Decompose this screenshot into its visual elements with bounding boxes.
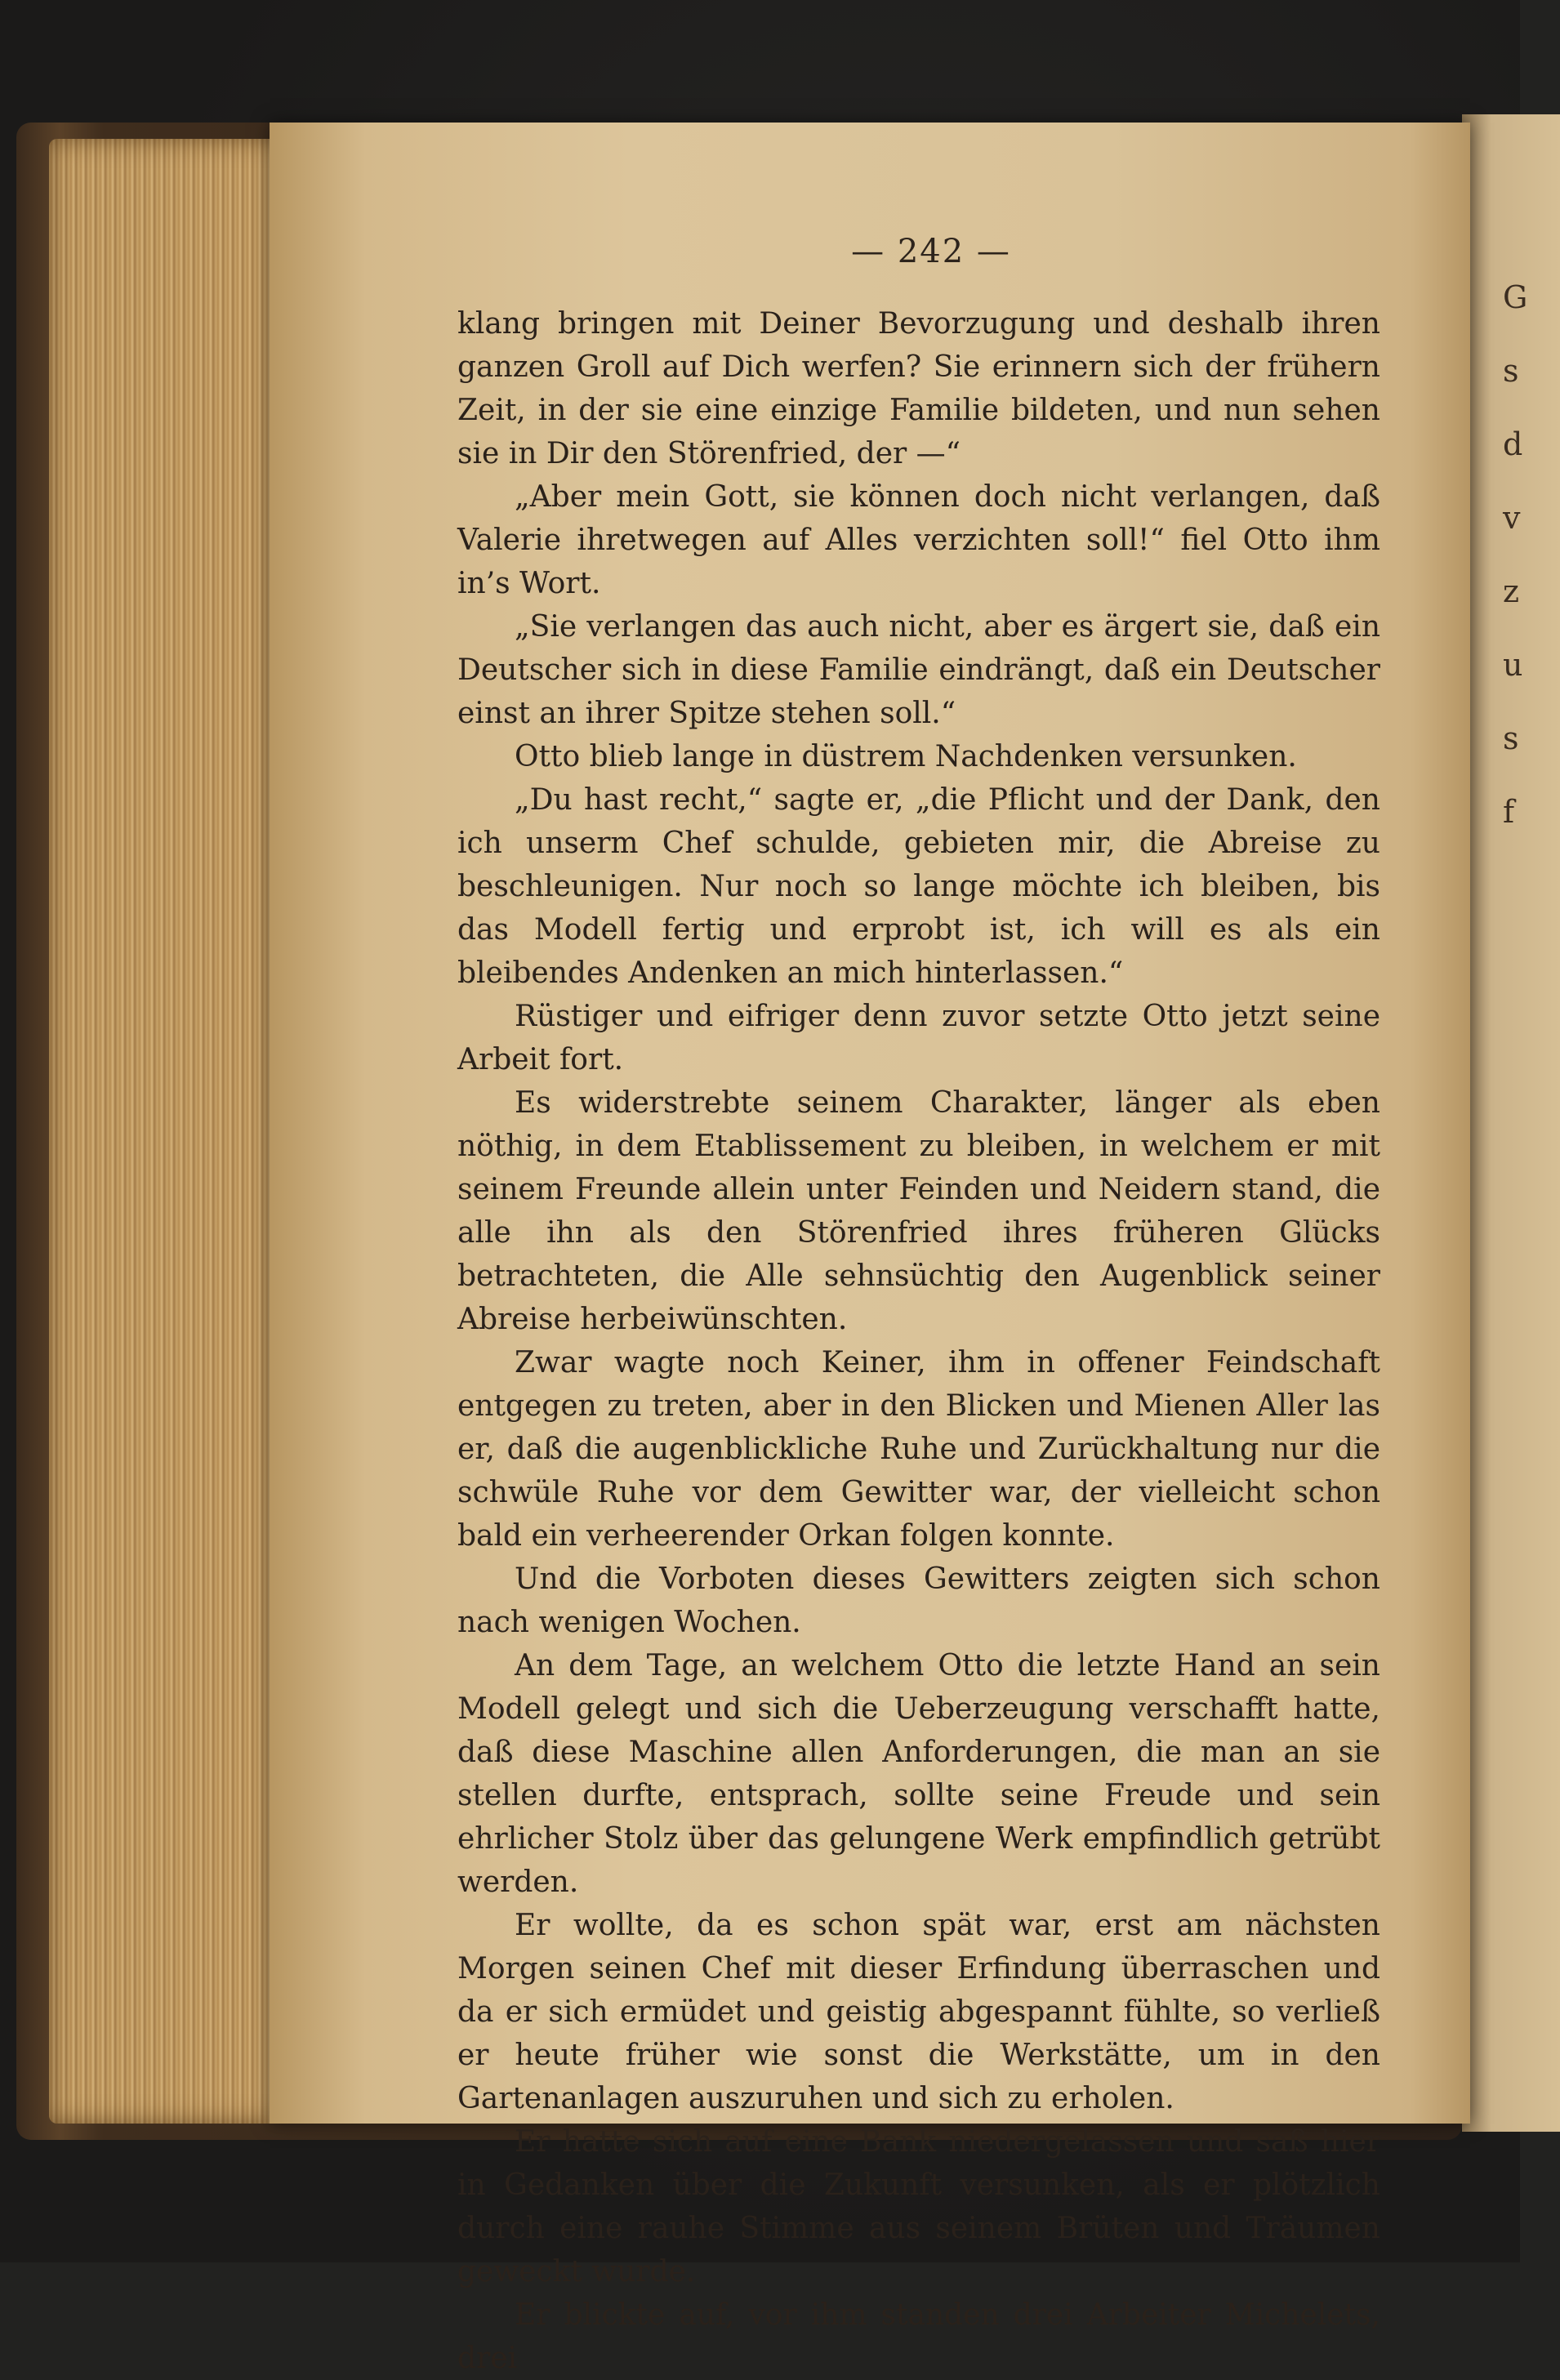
paragraph: „Aber mein Gott, sie können doch nicht verlangen, daß Valerie ihretwegen auf Alles verzichten soll!“ fiel Otto ihm in’s Wort. <box>457 480 1380 600</box>
paragraph: Er hatte sich auf eine Bank niedergelassen und saß hier in Gedanken über die Zukunft versunken, als er plötzlich durch eine rauhe Stimme aus seinem Brüten und Träumen geweckt wurde. <box>457 2125 1380 2289</box>
facing-page-letter: z <box>1503 573 1520 609</box>
facing-page-letter: u <box>1503 647 1523 683</box>
paragraph: „Sie verlangen das auch nicht, aber es ärgert sie, daß ein Deutscher sich in diese Familie eindrängt, daß ein Deutscher einst an ihrer Spitze stehen soll.“ <box>457 610 1380 730</box>
paragraph: Zwar wagte noch Keiner, ihm in offener Feindschaft entgegen zu treten, aber in den Blicken und Mienen Aller las er, daß die augenblickliche Ruhe und Zurückhaltung nur die schwüle Ruhe vor dem Gewitter war, der vielleicht schon bald ein verheerender Orkan folgen konnte. <box>457 1346 1380 1553</box>
facing-page-letter: v <box>1503 500 1521 536</box>
facing-page-letter: f <box>1503 794 1515 830</box>
paragraph: Und die Vorboten dieses Gewitters zeigten sich schon nach wenigen Wochen. <box>457 1562 1380 1639</box>
page-number-header: — 242 — <box>851 233 1011 270</box>
paragraph: An dem Tage, an welchem Otto die letzte Hand an sein Modell gelegt und sich die Ueberzeugung verschafft hatte, daß diese Maschine allen Anforderungen, die man an sie stellen durfte, entsprach, sollte seine Freude und sein ehrlicher Stolz über das gelungene Werk empfindlich getrübt werden. <box>457 1649 1380 1899</box>
page-body-text <box>457 302 1380 2380</box>
paragraph: Otto blieb lange in düstrem Nachdenken versunken. <box>515 740 1297 773</box>
paragraph: Rüstiger und eifriger denn zuvor setzte Otto jetzt seine Arbeit fort. <box>457 1000 1380 1076</box>
paragraph: „Du hast recht,“ sagte er, „die Pflicht und der Dank, den ich unserm Chef schulde, gebieten mir, die Abreise zu beschleunigen. Nur noch so lange möchte ich bleiben, bis das Modell fertig und erprobt ist, ich will es als ein bleibendes Andenken an mich hinterlassen.“ <box>457 783 1380 990</box>
facing-page-letter: G <box>1503 279 1528 315</box>
facing-page-letter: s <box>1503 353 1519 389</box>
facing-page-letter: d <box>1503 426 1523 462</box>
paragraph: klang bringen mit Deiner Bevorzugung und deshalb ihren ganzen Groll auf Dich werfen? Sie erinnern sich der frühern Zeit, in der sie eine einzige Familie bildeten, und nun sehen sie in Dir den Störenfried, der —“ <box>457 307 1380 470</box>
paragraph: Er wollte, da es schon spät war, erst am nächsten Morgen seinen Chef mit dieser Erfindung überraschen und da er sich ermüdet und geistig abgespannt fühlte, so verließ er heute früher wie sonst die Werkstätte, um in den Gartenanlagen auszuruhen und sich zu erholen. <box>457 1909 1380 2115</box>
facing-page-letters <box>1503 278 1527 866</box>
paragraph: Er blickte auf, vor ihm standen drei Arbeiter Michelets, drei <box>457 2298 1380 2375</box>
facing-page-letter: s <box>1503 720 1519 756</box>
paragraph: Es widerstrebte seinem Charakter, länger als eben nöthig, in dem Etablissement zu bleiben, in welchem er mit seinem Freunde allein unter Feinden und Neidern stand, die alle ihn als den Störenfried ihres früheren Glücks betrachteten, die Alle sehnsüchtig den Augenblick seiner Abreise herbeiwünschten. <box>457 1086 1380 1336</box>
